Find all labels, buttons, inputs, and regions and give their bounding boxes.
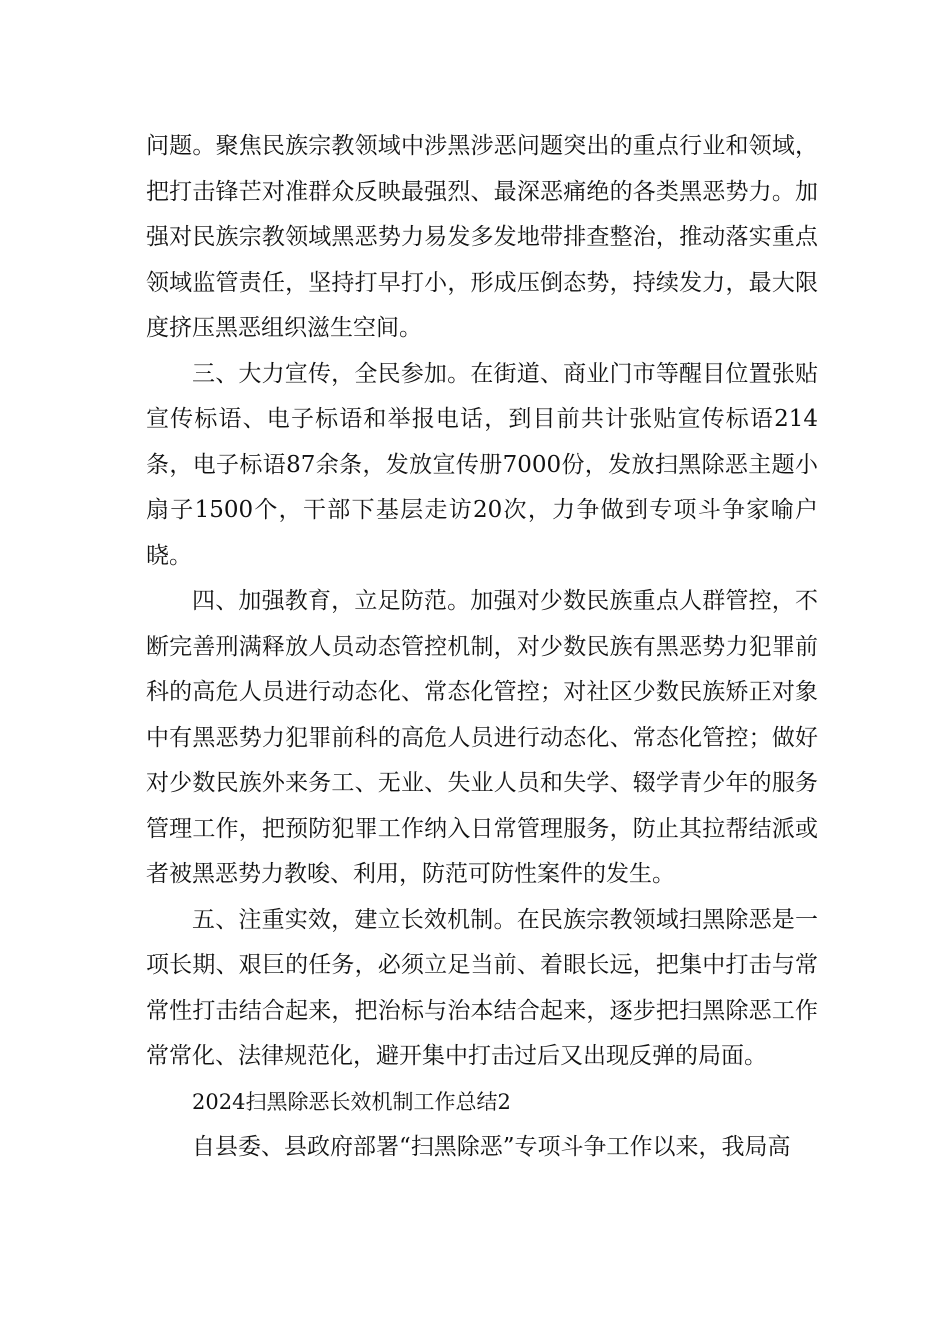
section-subtitle: 2024扫黑除恶长效机制工作总结2 [192,1089,511,1114]
paragraph-continuation: 问题。聚焦民族宗教领域中涉黑涉恶问题突出的重点行业和领域，把打击锋芒对准群众反映最强烈、最深恶痛绝的各类黑恶势力。加强对民族宗教领域黑恶势力易发多发地带排查整治，推动落实重点领域监管责任，坚持打早打小，形成压倒态势，持续发力，最大限度挤压黑恶组织滋生空间。 [146,133,818,341]
document-page [146,124,818,1171]
paragraph-section-three: 三、大力宣传，全民参加。在街道、商业门市等醒目位置张贴宣传标语、电子标语和举报电话，到目前共计张贴宣传标语214条，电子标语87余条，发放宣传册7000份，发放扫黑除恶主题小扇子1500个，干部下基层走访20次，力争做到专项斗争家喻户晓。 [146,360,818,569]
paragraph-intro: 自县委、县政府部署“扫黑除恶”专项斗争工作以来，我局高 [192,1134,791,1160]
paragraph-section-five: 五、注重实效，建立长效机制。在民族宗教领域扫黑除恶是一项长期、艰巨的任务，必须立足当前、着眼长远，把集中打击与常常性打击结合起来，把治标与治本结合起来，逐步把扫黑除恶工作常常化、法律规范化，避开集中打击过后又出现反弹的局面。 [146,906,818,1069]
paragraph-section-four: 四、加强教育，立足防范。加强对少数民族重点人群管控，不断完善刑满释放人员动态管控机制，对少数民族有黑恶势力犯罪前科的高危人员进行动态化、常态化管控；对社区少数民族矫正对象中有黑恶势力犯罪前科的高危人员进行动态化、常态化管控；做好对少数民族外来务工、无业、失业人员和失学、辍学青少年的服务管理工作，把预防犯罪工作纳入日常管理服务，防止其拉帮结派或者被黑恶势力教唆、利用，防范可防性案件的发生。 [146,588,818,887]
